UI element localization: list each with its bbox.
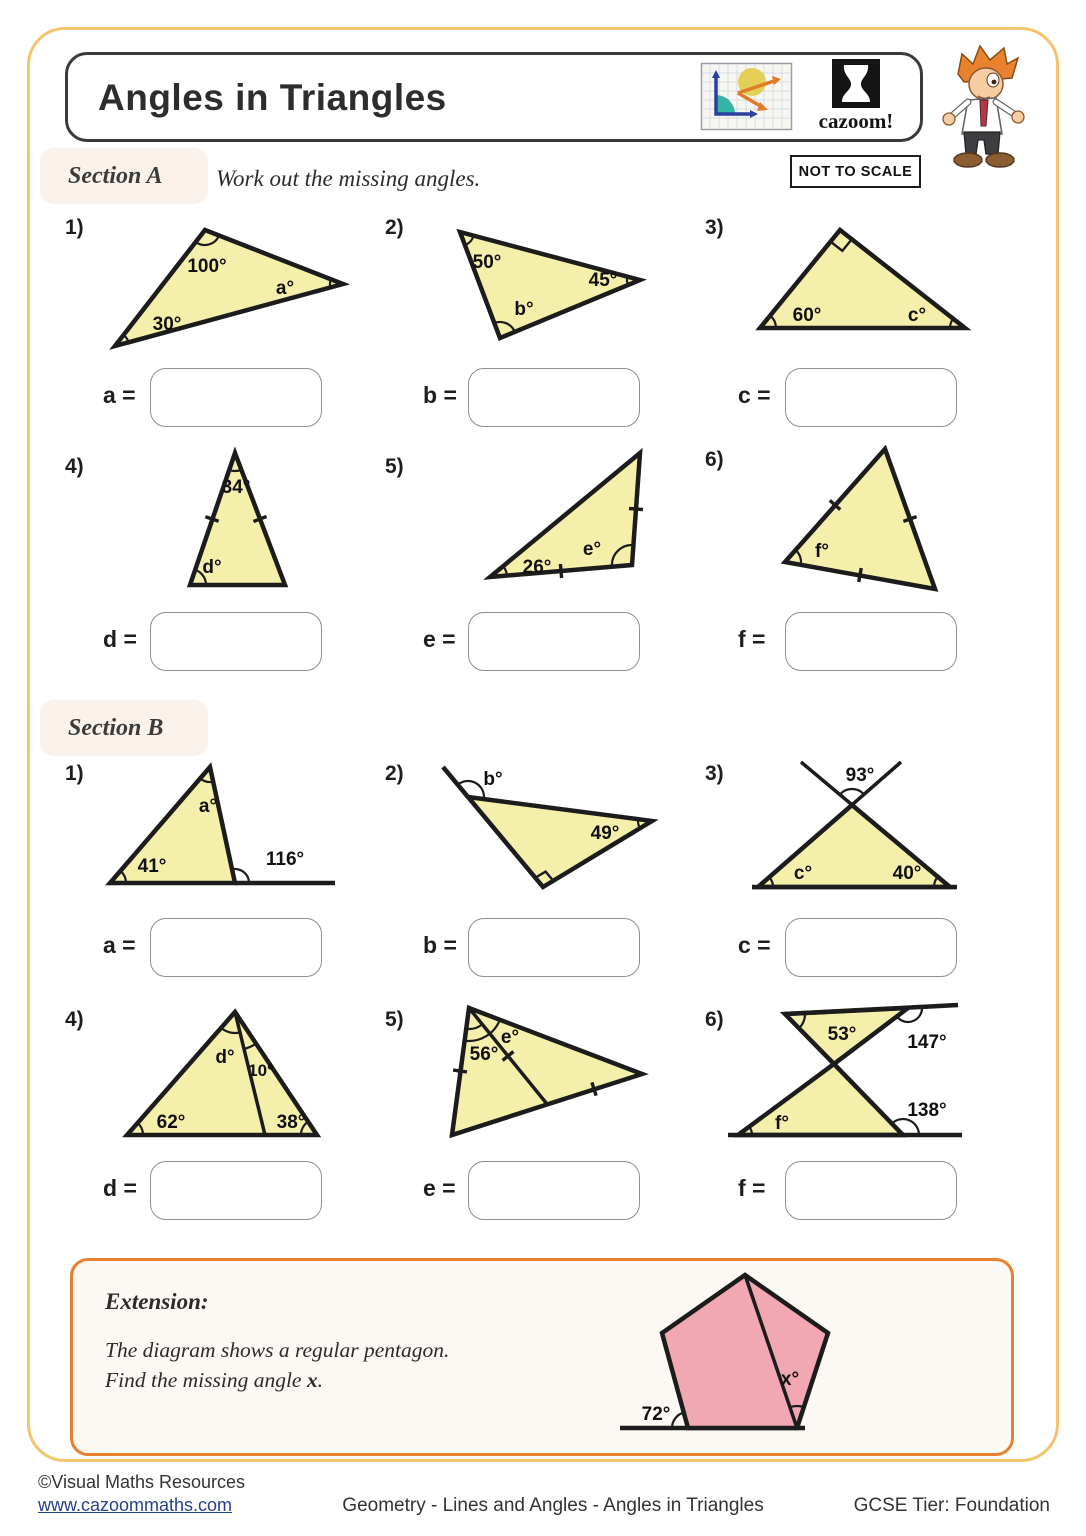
angle-label: c° [907, 305, 927, 326]
angle-label: c° [793, 863, 813, 884]
angle-label: 40° [892, 863, 922, 884]
problem-number: 2) [385, 762, 404, 785]
angle-label: 100° [187, 256, 227, 277]
diagram-b1-triangle-exterior [85, 755, 375, 900]
answer-box-b2[interactable] [468, 918, 640, 977]
answer-label: d = [103, 1175, 137, 1201]
answer-label: b = [423, 932, 457, 958]
extension-text [105, 1335, 449, 1395]
angle-label: f° [815, 541, 829, 562]
problem-number: 1) [65, 216, 84, 239]
angles-chart-icon [700, 62, 793, 131]
angle-label: 138° [907, 1100, 947, 1121]
angle-label: 41° [137, 856, 167, 877]
answer-label: c = [738, 932, 771, 958]
angle-label: 56° [469, 1044, 499, 1065]
cazoom-logo [806, 59, 906, 135]
diagram-b5-triangle-cevian [420, 1000, 720, 1150]
angle-label: a° [275, 278, 295, 299]
diagram-a2-triangle [440, 218, 670, 358]
angle-label: 116° [265, 849, 305, 870]
diagram-extension-pentagon [590, 1263, 970, 1458]
problem-number: 1) [65, 762, 84, 785]
angle-label: 26° [522, 557, 552, 578]
diagram-b6-bowtie-triangles [690, 1000, 990, 1150]
not-to-scale-box: NOT TO SCALE [790, 155, 921, 188]
angle-label: 93° [845, 765, 875, 786]
section-b-label: Section B [68, 714, 164, 741]
angle-label: x° [780, 1369, 800, 1390]
cazoom-logo-text: cazoom! [818, 109, 894, 133]
extension-line2-prefix: Find the missing angle [105, 1368, 307, 1392]
problem-number: 4) [65, 455, 84, 478]
answer-box-a3[interactable] [785, 368, 957, 427]
angle-label: d° [215, 1047, 235, 1068]
title-box [65, 52, 923, 142]
answer-box-a4[interactable] [150, 612, 322, 671]
answer-label: e = [423, 626, 456, 652]
problem-number: 2) [385, 216, 404, 239]
angle-label: 49° [590, 823, 620, 844]
footer-link[interactable]: www.cazoommaths.com [38, 1495, 233, 1515]
section-a-badge [40, 148, 208, 204]
problem-number: 3) [705, 216, 724, 239]
extension-line1: The diagram shows a regular pentagon. [105, 1338, 450, 1362]
answer-label: f = [738, 1175, 766, 1201]
angle-label: 53° [827, 1024, 857, 1045]
angle-label: 38° [276, 1112, 306, 1133]
extension-label: Extension: [105, 1289, 209, 1314]
angle-label: 45° [588, 270, 618, 291]
angle-label: f° [775, 1113, 789, 1134]
answer-label: a = [103, 932, 136, 958]
footer-topic: Geometry - Lines and Angles - Angles in Triangles [342, 1495, 764, 1516]
section-a-instruction: Work out the missing angles. [216, 166, 481, 191]
angle-label: 50° [472, 252, 502, 273]
angle-label: 30° [152, 314, 182, 335]
answer-box-b1[interactable] [150, 918, 322, 977]
footer-tier: GCSE Tier: Foundation [853, 1495, 1050, 1516]
diagram-a1-triangle [85, 218, 375, 358]
answer-box-b3[interactable] [785, 918, 957, 977]
answer-label: d = [103, 626, 137, 652]
angle-label: e° [500, 1027, 520, 1048]
answer-label: c = [738, 382, 771, 408]
mascot-character [928, 40, 1038, 172]
footer-copyright: ©Visual Maths Resources [38, 1472, 246, 1492]
answer-label: b = [423, 382, 457, 408]
angle-label: 34° [221, 477, 251, 498]
section-b-badge [40, 700, 208, 756]
problem-number: 6) [705, 1008, 724, 1031]
problem-number: 3) [705, 762, 724, 785]
answer-box-b5[interactable] [468, 1161, 640, 1220]
angle-label: 62° [156, 1112, 186, 1133]
answer-label: e = [423, 1175, 456, 1201]
problem-number: 4) [65, 1008, 84, 1031]
page-title: Angles in Triangles [98, 77, 447, 118]
angle-label: 10° [248, 1061, 274, 1080]
angle-label: e° [582, 539, 602, 560]
extension-line2-suffix: . [317, 1368, 323, 1392]
answer-label: f = [738, 626, 766, 652]
answer-box-a1[interactable] [150, 368, 322, 427]
diagram-a3-triangle [740, 218, 1030, 358]
answer-box-b4[interactable] [150, 1161, 322, 1220]
diagram-b3-crossing-lines-triangle [700, 755, 1000, 900]
problem-number: 6) [705, 448, 724, 471]
extension-variable: x [306, 1368, 318, 1392]
angle-label: d° [202, 557, 222, 578]
angle-label: b° [483, 769, 503, 790]
answer-box-a5[interactable] [468, 612, 640, 671]
angle-label: b° [514, 299, 534, 320]
angle-label: 72° [641, 1404, 671, 1425]
angle-label: 147° [907, 1032, 947, 1053]
answer-label: a = [103, 382, 136, 408]
answer-box-b6[interactable] [785, 1161, 957, 1220]
diagram-a6-triangle [750, 445, 1000, 600]
answer-box-a2[interactable] [468, 368, 640, 427]
diagram-a4-triangle [120, 445, 340, 595]
problem-number: 5) [385, 1008, 404, 1031]
diagram-b2-triangle-exterior [400, 755, 690, 900]
section-a-label: Section A [68, 162, 163, 189]
diagram-b4-triangle-cevian [85, 1000, 385, 1150]
answer-box-a6[interactable] [785, 612, 957, 671]
problem-number: 5) [385, 455, 404, 478]
angle-label: 60° [792, 305, 822, 326]
diagram-a5-triangle [440, 445, 670, 600]
angle-label: a° [198, 796, 218, 817]
